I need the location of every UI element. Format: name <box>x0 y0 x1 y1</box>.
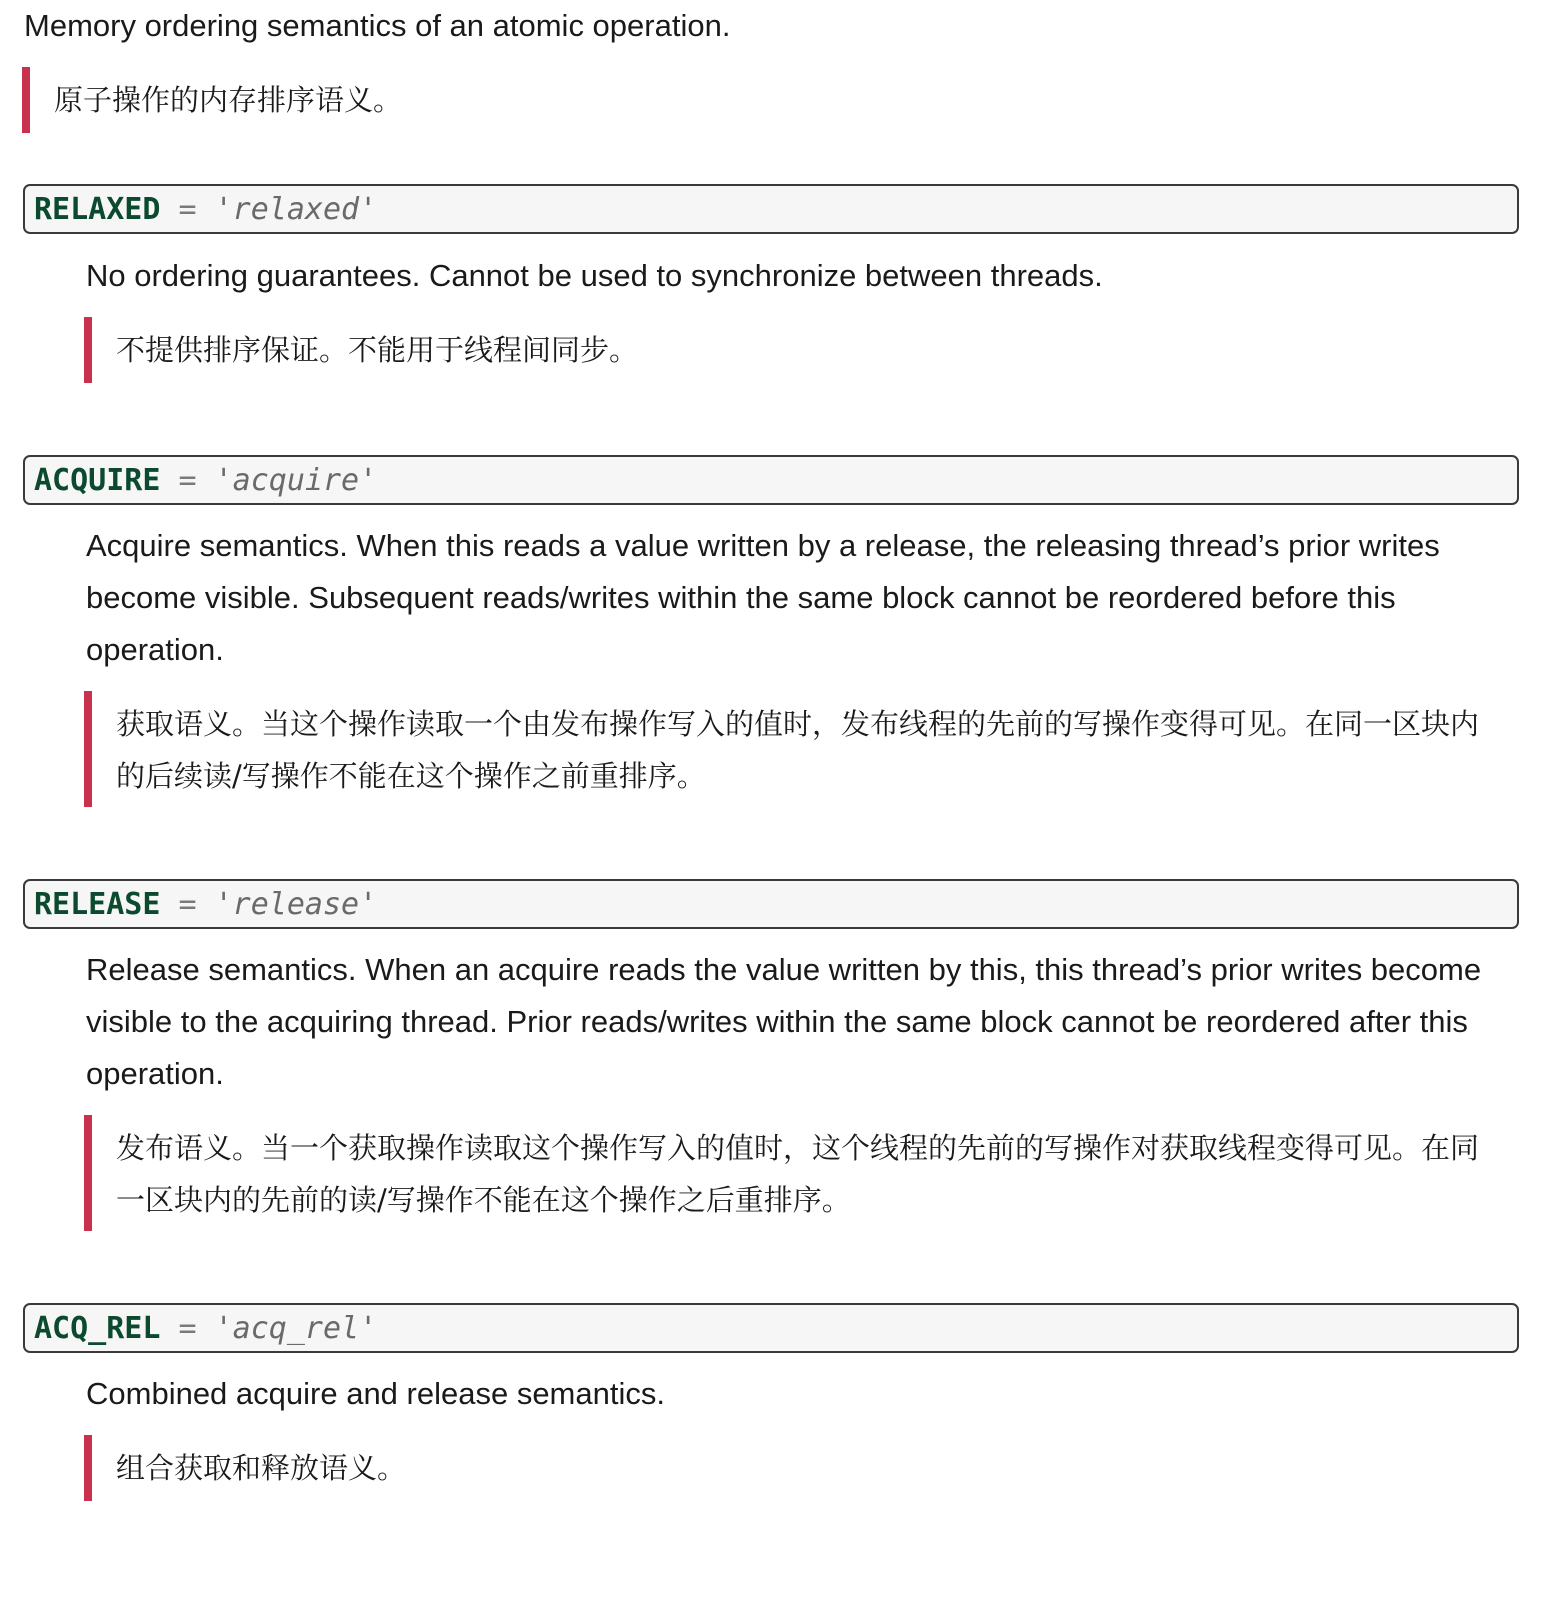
member-description-release: Release semantics. When an acquire reads the value written by this, this thread’s prior writes become visible to the acquiring thread. Prior reads/writes within the same block cannot be reordered after this operation. <box>86 952 1482 1091</box>
member-name: ACQ_REL <box>34 1310 161 1346</box>
member-translation-quote-acq-rel <box>84 1435 1484 1501</box>
member-equals: = <box>160 462 215 498</box>
member-signature-acq-rel <box>23 1303 1519 1353</box>
member-value: 'acq_rel' <box>214 1310 378 1346</box>
member-description-relaxed: No ordering guarantees. Cannot be used to synchronize between threads. <box>86 258 1103 293</box>
member-value: 'acquire' <box>214 462 378 498</box>
member-equals: = <box>160 191 215 227</box>
member-translation-quote-relaxed <box>84 317 1484 383</box>
member-translation-quote-release <box>84 1115 1484 1231</box>
member-name: RELAXED <box>34 191 161 227</box>
member-translation: 发布语义。当一个获取操作读取这个操作写入的值时，这个线程的先前的写操作对获取线程变得可见。在同一区块内的先前的读/写操作不能在这个操作之后重排序。 <box>116 1131 1480 1217</box>
intro-translation: 原子操作的内存排序语义。 <box>54 83 403 117</box>
member-signature-relaxed <box>23 184 1519 234</box>
member-signature-acquire <box>23 455 1519 505</box>
member-name: ACQUIRE <box>34 462 161 498</box>
member-signature-release <box>23 879 1519 929</box>
member-description-acq-rel: Combined acquire and release semantics. <box>86 1376 665 1411</box>
intro-translation-quote <box>22 67 1482 133</box>
member-translation-quote-acquire <box>84 691 1484 807</box>
member-value: 'release' <box>214 886 378 922</box>
member-description-acquire: Acquire semantics. When this reads a value written by a release, the releasing thread’s prior writes become visible. Subsequent reads/writes within the same block cannot be reordered before this operation. <box>86 528 1440 667</box>
member-value: 'relaxed' <box>214 191 378 227</box>
member-equals: = <box>160 1310 215 1346</box>
intro-text: Memory ordering semantics of an atomic operation. <box>24 8 731 43</box>
member-name: RELEASE <box>34 886 161 922</box>
member-equals: = <box>160 886 215 922</box>
member-translation: 不提供排序保证。不能用于线程间同步。 <box>116 333 639 367</box>
member-translation: 获取语义。当这个操作读取一个由发布操作写入的值时，发布线程的先前的写操作变得可见。在同一区块内的后续读/写操作不能在这个操作之前重排序。 <box>116 707 1480 793</box>
member-translation: 组合获取和释放语义。 <box>116 1451 407 1485</box>
